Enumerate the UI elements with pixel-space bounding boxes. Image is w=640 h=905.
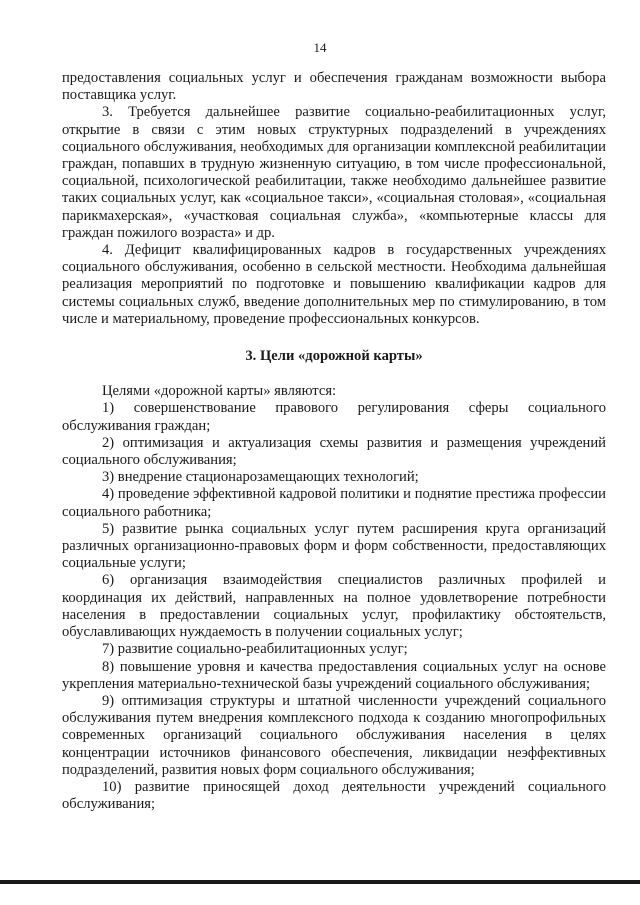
goal-item: 3) внедрение стационарозамещающих технологий; <box>102 469 419 486</box>
paragraph-continuation: предоставления социальных услуг и обеспечения гражданам возможности выбора поставщика услуг. <box>62 70 606 104</box>
paragraph-item-3: 3. Требуется дальнейшее развитие социально-реабилитационных услуг, открытие в связи с этим новых структурных подразделений в учреждениях социального обслуживания, необходимых для организации комплексной реабилитации граждан, попавших в трудную жизненную ситуацию, в том числе профессиональной, социальной, психологической реабилитации, также необходимо дальнейшее развитие таких социальных услуг, как «социальное такси», «социальная столовая», «социальная парикмахерская», «участковая социальная служба», «компьютерные классы для граждан пожилого возраста» и др. <box>62 104 606 241</box>
document-body <box>62 70 606 813</box>
page-number: 14 <box>313 40 327 55</box>
goal-item: 4) проведение эффективной кадровой политики и поднятие престижа профессии социального работника; <box>62 486 606 520</box>
goal-item: 7) развитие социально-реабилитационных услуг; <box>102 641 408 658</box>
goal-item: 8) повышение уровня и качества предоставления социальных услуг на основе укрепления материально-технической базы учреждений социального обслуживания; <box>62 658 606 692</box>
section-heading: 3. Цели «дорожной карты» <box>245 348 423 365</box>
goal-item: 1) совершенствование правового регулирования сферы социального обслуживания граждан; <box>62 400 606 434</box>
goals-intro: Целями «дорожной карты» являются: <box>102 383 337 400</box>
bottom-rule <box>0 880 640 884</box>
goal-item: 6) организация взаимодействия специалистов различных профилей и координация их действий, направленных на полное удовлетворение потребности населения в предоставлении социальных услуг, профилактику обстоятельств, обуславливающих нуждаемость в получении социальных услуг; <box>62 572 606 641</box>
goal-item: 9) оптимизация структуры и штатной численности учреждений социального обслуживания путем внедрения комплексного подхода к созданию многопрофильных современных организаций социального обслуживания населения в целях концентрации источников финансового обеспечения, ликвидации неэффективных подразделений, развития новых форм социального обслуживания; <box>62 692 606 778</box>
paragraph-item-4: 4. Дефицит квалифицированных кадров в государственных учреждениях социального обслуживания, особенно в сельской местности. Необходима дальнейшая реализация мероприятий по подготовке и повышению квалификации кадров для системы социальных служб, введение дополнительных мер по стимулированию, в том числе и материальному, проведение профессиональных конкурсов. <box>62 242 606 327</box>
goal-item: 5) развитие рынка социальных услуг путем расширения круга организаций различных организационно-правовых форм и форм собственности, предоставляющих социальные услуги; <box>62 520 606 572</box>
goal-item: 2) оптимизация и актуализация схемы развития и размещения учреждений социального обслуживания; <box>62 434 606 469</box>
goal-item: 10) развитие приносящей доход деятельности учреждений социального обслуживания; <box>62 778 606 813</box>
